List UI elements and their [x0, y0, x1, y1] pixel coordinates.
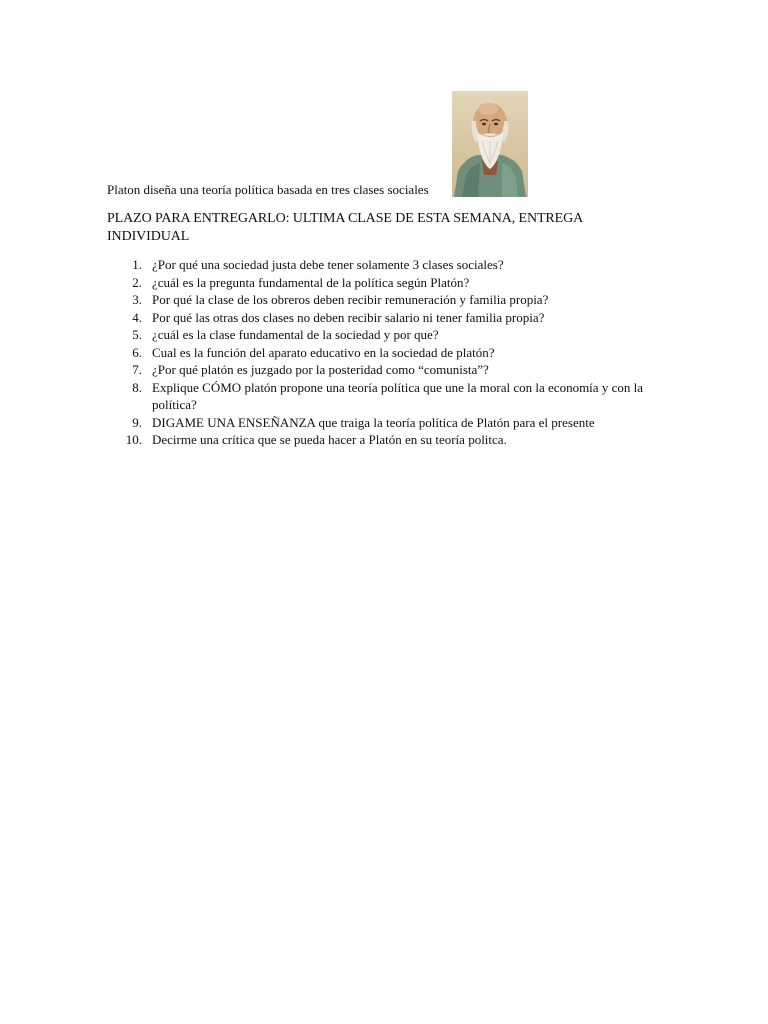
list-item-number: 7.: [132, 362, 142, 377]
intro-text: Platon diseña una teoría política basada en tres clases sociales: [107, 182, 429, 197]
list-item: [120, 326, 660, 344]
list-item-number: 9.: [132, 414, 142, 430]
list-item-text: Decirme una crítica que se pueda hacer a Platón en su teoría politca.: [152, 432, 507, 447]
list-item: [120, 274, 660, 292]
list-item-text: Explique CÓMO platón propone una teoría política que une la moral con la economía y con la política?: [152, 379, 643, 412]
list-item-number: 2.: [132, 274, 142, 290]
list-item: [120, 361, 660, 379]
list-item-text: ¿Por qué una sociedad justa debe tener solamente 3 clases sociales?: [152, 257, 504, 272]
plato-portrait-icon: [452, 91, 528, 197]
list-item-text: ¿cuál es la pregunta fundamental de la política según Platón?: [152, 274, 470, 290]
list-item: [120, 344, 660, 362]
list-item-text: Cual es la función del aparato educativo en la sociedad de platón?: [152, 344, 495, 360]
list-item: [120, 431, 660, 449]
list-item: [120, 414, 660, 432]
list-item: [120, 256, 660, 274]
list-item-text: Por qué la clase de los obreros deben recibir remuneración y familia propia?: [152, 292, 549, 307]
list-item-number: 6.: [132, 344, 142, 360]
list-item-number: 10.: [125, 432, 142, 447]
list-item: [120, 379, 660, 414]
list-item-number: 3.: [132, 292, 142, 307]
list-item-number: 1.: [132, 257, 142, 272]
list-item-number: 8.: [132, 379, 142, 395]
list-item-number: 4.: [132, 309, 142, 325]
list-item-text: ¿Por qué platón es juzgado por la posteridad como “comunista”?: [152, 362, 489, 377]
list-item-text: DIGAME UNA ENSEÑANZA que traiga la teoría política de Platón para el presente: [152, 414, 595, 430]
list-item: [120, 309, 660, 327]
list-item-text: Por qué las otras dos clases no deben recibir salario ni tener familia propia?: [152, 309, 545, 325]
question-list: [120, 256, 660, 449]
list-item: [120, 291, 660, 309]
list-item-text: ¿cuál es la clase fundamental de la sociedad y por que?: [152, 327, 439, 342]
list-item-number: 5.: [132, 327, 142, 342]
deadline-notice: PLAZO PARA ENTREGARLO: ULTIMA CLASE DE ESTA SEMANA, ENTREGA INDIVIDUAL: [107, 211, 583, 244]
